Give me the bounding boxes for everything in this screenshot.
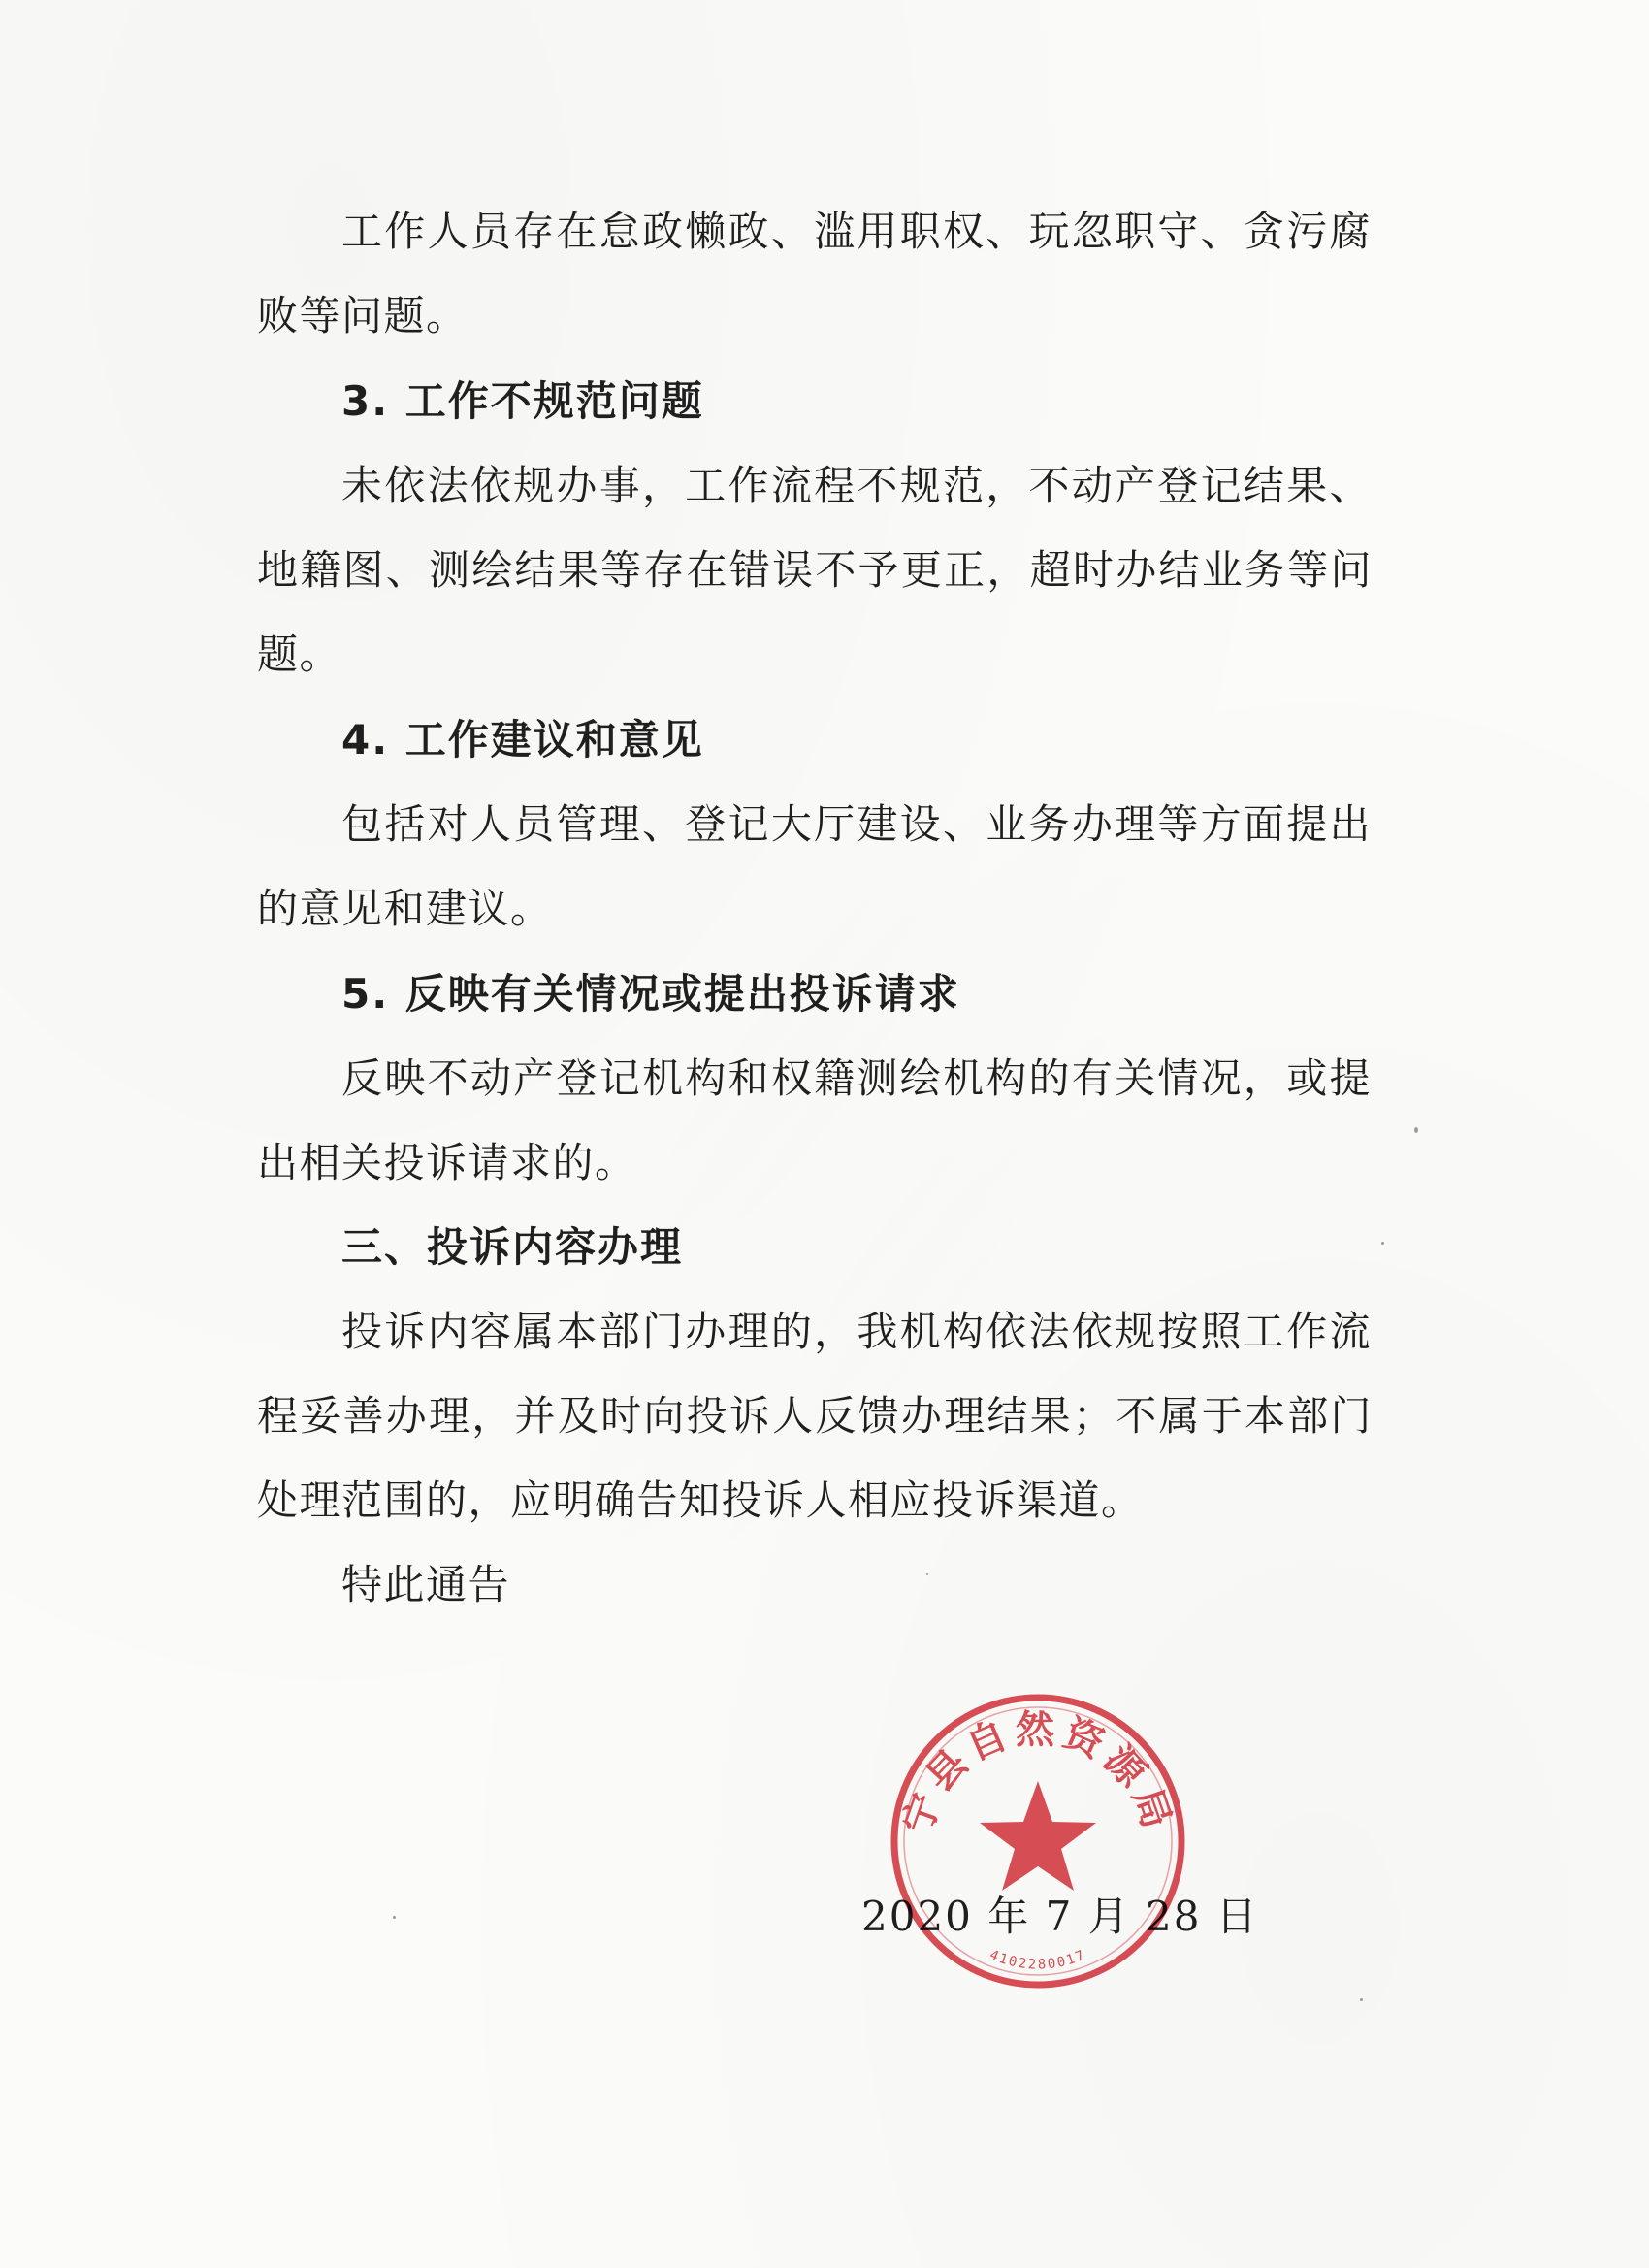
section-heading-three: 三、投诉内容办理 (341, 1223, 684, 1271)
body-line-9: 的意见和建议。 (257, 885, 553, 932)
body-line-8: 包括对人员管理、登记大厅建设、业务办理等方面提出 (341, 800, 1372, 848)
body-line-5: 地籍图、测绘结果等存在错误不予更正，超时办结业务等问 (257, 546, 1373, 594)
scan-speck (393, 1916, 396, 1919)
section-heading-4: 4. 工作建议和意见 (341, 716, 704, 763)
body-line-4: 未依法依规办事，工作流程不规范，不动产登记结果、 (341, 462, 1372, 509)
document-date: 2020 年 7 月 28 日 (861, 1893, 1259, 1940)
seal-star-icon (980, 1781, 1096, 1891)
svg-text:宁县自然资源局: 宁县自然资源局 (893, 1706, 1182, 1840)
section-heading-5: 5. 反映有关情况或提出投诉请求 (341, 970, 960, 1018)
body-line-16: 处理范围的，应明确告知投诉人相应投诉渠道。 (257, 1476, 1144, 1524)
scan-speck (1414, 1127, 1418, 1133)
closing-text: 特此通告 (341, 1561, 511, 1608)
official-seal (883, 1686, 1193, 1996)
body-line-15: 程妥善办理，并及时向投诉人反馈办理结果；不属于本部门 (257, 1392, 1373, 1440)
scan-speck (1381, 1242, 1384, 1245)
body-line-6: 题。 (257, 631, 342, 678)
body-line-14: 投诉内容属本部门办理的，我机构依法依规按照工作流 (341, 1308, 1372, 1355)
body-line-12: 出相关投诉请求的。 (257, 1139, 637, 1186)
body-line-2: 败等问题。 (257, 292, 469, 340)
body-line-1: 工作人员存在怠政懒政、滥用职权、玩忽职守、贪污腐 (341, 208, 1372, 255)
scan-speck (1360, 1998, 1363, 2001)
svg-text:4102280017: 4102280017 (986, 1947, 1089, 1973)
scan-speck (926, 1573, 928, 1575)
body-line-11: 反映不动产登记机构和权籍测绘机构的有关情况，或提 (341, 1054, 1372, 1102)
section-heading-3: 3. 工作不规范问题 (341, 377, 704, 425)
